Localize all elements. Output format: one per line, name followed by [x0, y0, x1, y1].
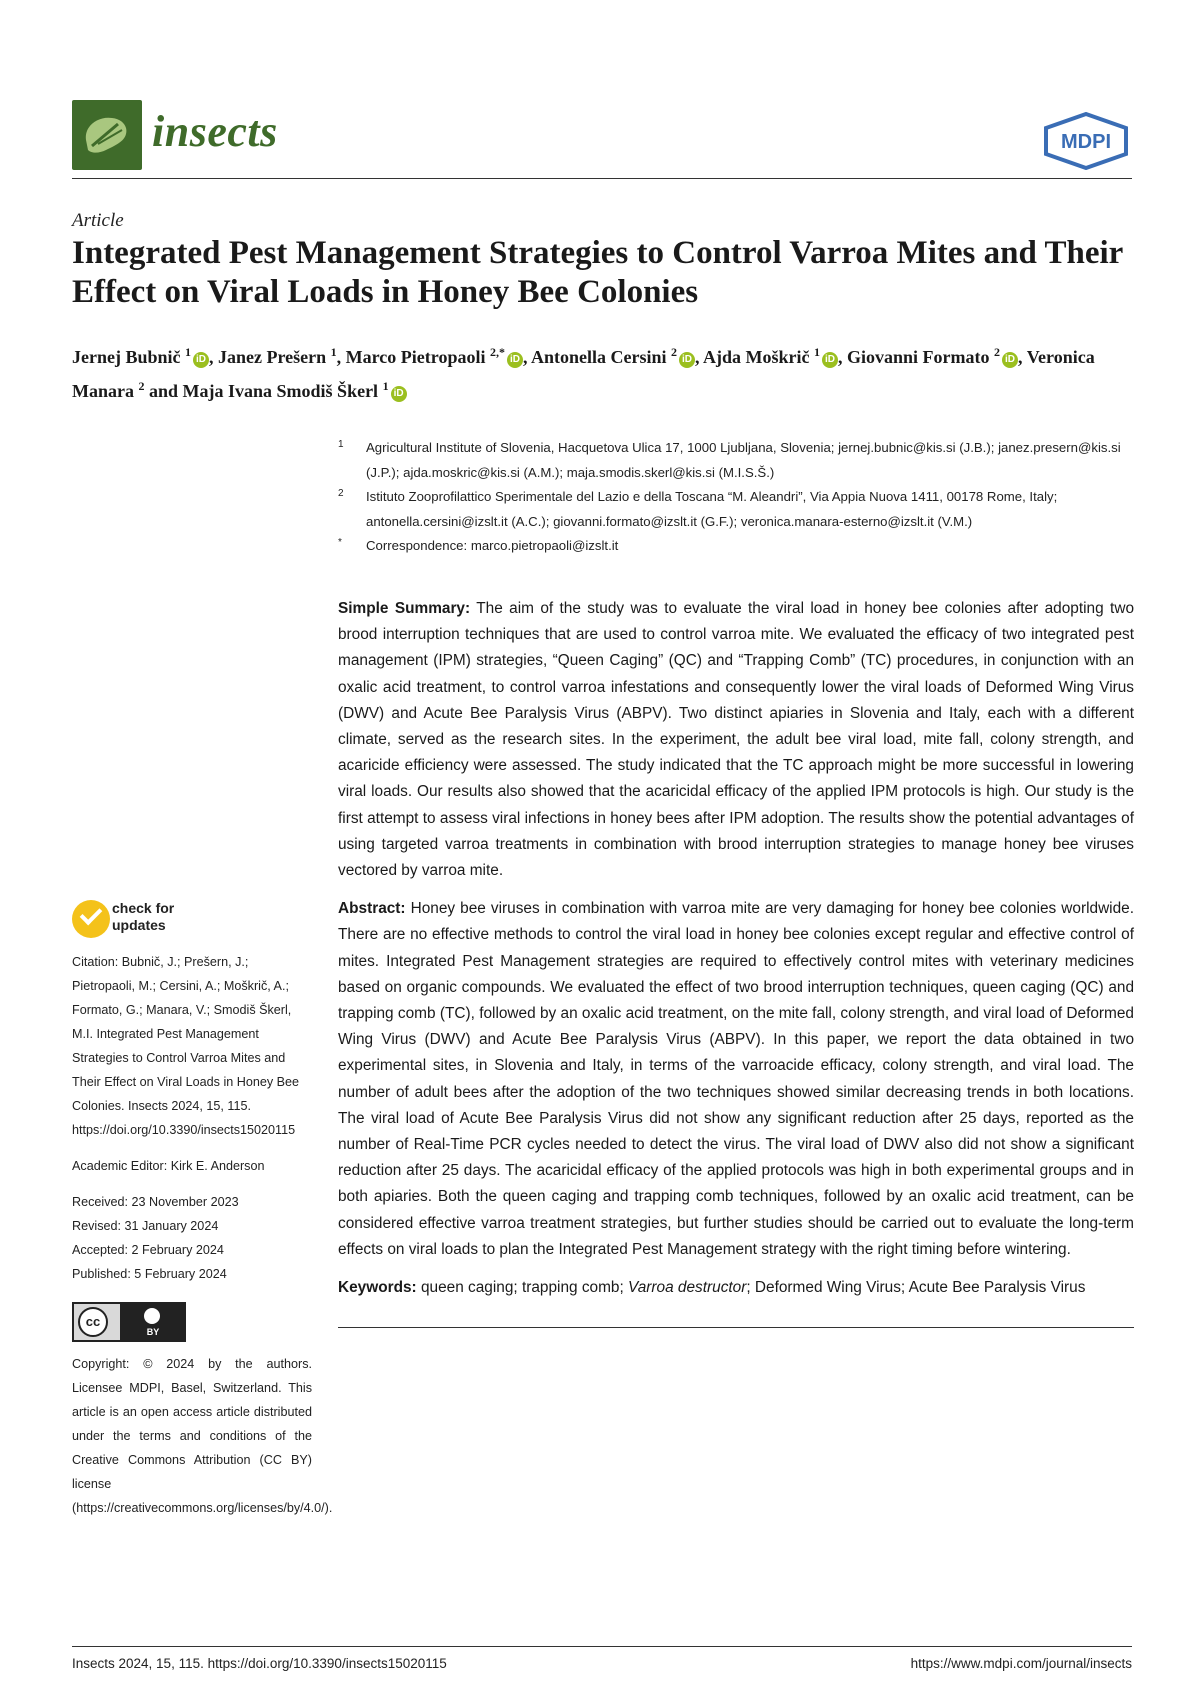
orcid-icon[interactable]: iD: [193, 352, 209, 368]
keywords: [338, 1275, 1134, 1301]
author-separator: ,: [838, 347, 848, 367]
author-separator: ,: [695, 347, 704, 367]
keywords-text-pre: queen caging; trapping comb;: [420, 1279, 629, 1297]
correspondence-text: Correspondence: marco.pietropaoli@izslt.it: [366, 538, 619, 553]
orcid-icon[interactable]: iD: [679, 352, 695, 368]
affiliations: [338, 436, 1138, 559]
author-separator: ,: [209, 347, 219, 367]
orcid-icon[interactable]: iD: [507, 352, 523, 368]
cc-icon-text: cc: [78, 1307, 108, 1337]
insects-logo-icon: [72, 100, 142, 170]
author-name: Marco Pietropaoli: [345, 347, 490, 367]
correspondence: [338, 534, 1138, 559]
author-affiliation-sup: 1: [330, 345, 337, 359]
affiliation-text: Agricultural Institute of Slovenia, Hacquetova Ulica 17, 1000 Ljubljana, Slovenia; jernej.bubnic@kis.si (J.B.); janez.presern@kis.si (J.P.); ajda.moskric@kis.si (A.M.); maja.smodis.skerl@kis.si (M.I.S.Š.): [366, 440, 1121, 480]
published-date: Published: 5 February 2024: [72, 1267, 227, 1281]
author-affiliation-sup: 1: [382, 379, 389, 393]
affiliation-item: [338, 485, 1138, 534]
author-name: Jernej Bubnič: [72, 347, 186, 367]
journal-header: [72, 100, 1132, 180]
check-for-updates-icon: [72, 900, 110, 938]
author-affiliation-sup: 2: [994, 345, 1001, 359]
footer-citation: Insects 2024, 15, 115. https://doi.org/10.3390/insects15020115: [72, 1656, 447, 1671]
author-separator: ,: [336, 347, 346, 367]
simple-summary-text: The aim of the study was to evaluate the viral load in honey bee colonies after adopting two brood interruption techniques that are used to control varroa mite. We evaluated the efficacy of two integrated pest management (IPM) strategies, “Queen Caging” (QC) and “Trapping Comb” (TC) procedures, in conjunction with an oxalic acid treatment, to control varroa infestations and consequently lower the viral loads of Deformed Wing Virus (DWV) and Acute Bee Paralysis Virus (ABPV). Two distinct apiaries in Slovenia and Italy, each with a different climate, served as the research sites. In the experiment, the adult bee viral load, mite fall, colony strength, and acaricide efficiency were assessed. The study indicated that the TC approach might be more successful in lowering viral loads. Our results also showed that the acaricidal efficacy of the applied IPM protocols is high. Our study is the first attempt to assess viral infections in honey bees after IPM adoption. The results show the potential advantages of using targeted varroa treatments in combination with brood interruption strategies to manage honey bee viruses vectored by varroa mite.: [338, 600, 1135, 880]
author-separator: ,: [1018, 347, 1027, 367]
orcid-icon[interactable]: iD: [1002, 352, 1018, 368]
abstract-text: Honey bee viruses in combination with varroa mite are very damaging for honey bee colonies worldwide. There are no effective methods to control the viral load in honey bee colonies except regular and effective control of mites. Integrated Pest Management strategies are required to effectively control mites with veterinary medicines based on organic compounds. We evaluated the effect of two brood interruption techniques, queen caging (QC) and trapping comb (TC), followed by an oxalic acid treatment, on the mite fall, colony strength, and viral load of Deformed Wing Virus (DWV) and Acute Bee Paralysis Virus (ABPV). In this paper, we report the data obtained in two experimental sites, in Slovenia and Italy, in terms of the varroacide efficacy, colony strength, and viral load. The number of adult bees after the adoption of the two techniques showed similar decreasing trends in both locations. The viral load of Acute Bee Paralysis Virus did not show any significant reduction after 25 days, reported as the number of Real-Time PCR cycles needed to detect the virus. The viral load of DWV also did not show a significant reduction after 25 days. The acaricidal efficacy of the applied protocols was high in both experimental groups and in both apiaries. Both the queen caging and trapping comb techniques, followed by an oxalic acid treatment, can be considered effective varroa treatment strategies, but further studies should be carried out to evaluate the long-term effects on viral loads to plan the Integrated Pest Management strategy with the right timing before wintering.: [338, 900, 1134, 1258]
keywords-text-italic: Varroa destructor: [628, 1279, 747, 1297]
abstract: [338, 896, 1134, 1263]
received-date: Received: 23 November 2023: [72, 1195, 239, 1209]
author-affiliation-sup: 2,*: [489, 345, 505, 359]
author-name: Veronica Manara: [72, 347, 1095, 401]
affiliation-item: [338, 436, 1138, 485]
article-type: Article: [72, 210, 124, 231]
academic-editor: Academic Editor: Kirk E. Anderson: [72, 1159, 265, 1173]
affiliation-mark: *: [338, 537, 342, 548]
journal-name: insects: [152, 107, 278, 156]
footer-journal-link[interactable]: https://www.mdpi.com/journal/insects: [910, 1656, 1132, 1671]
author-name: Janez Prešern: [218, 347, 331, 367]
article-sidebar: [72, 898, 333, 1520]
accepted-date: Accepted: 2 February 2024: [72, 1243, 224, 1257]
keywords-divider: [338, 1327, 1134, 1328]
author-name: Maja Ivana Smodiš Škerl: [182, 381, 383, 401]
revised-date: Revised: 31 January 2024: [72, 1219, 219, 1233]
orcid-icon[interactable]: iD: [822, 352, 838, 368]
article-main: [338, 596, 1134, 1328]
citation: Citation: Bubnič, J.; Prešern, J.; Pietropaoli, M.; Cersini, A.; Moškrič, A.; Formato, G.; Manara, V.; Smodiš Škerl, M.I. Integrated Pest Management Strategies to Control Varroa Mites and Their Effect on Viral Loads in Honey Bee Colonies. Insects 2024, 15, 115. https://doi.org/10.3390/insects15020115: [72, 955, 300, 1137]
affiliation-mark: 2: [338, 488, 344, 499]
article-title: Integrated Pest Management Strategies to Control Varroa Mites and Their Effect on Viral Loads in Honey Bee Colonies: [72, 235, 1123, 310]
author-list: [72, 338, 1132, 406]
keywords-label: Keywords:: [338, 1279, 417, 1297]
orcid-icon[interactable]: iD: [391, 386, 407, 402]
check-for-updates-button[interactable]: [72, 898, 312, 942]
cc-by-license-icon[interactable]: [72, 1302, 186, 1342]
copyright-notice: Copyright: © 2024 by the authors. Licensee MDPI, Basel, Switzerland. This article is an open access article distributed under the terms and conditions of the Creative Commons Attribution (CC BY) license (https://creativecommons.org/licenses/by/4.0/).: [72, 1357, 333, 1515]
author-affiliation-sup: 2: [138, 379, 145, 393]
author-affiliation-sup: 2: [671, 345, 677, 359]
author-separator: ,: [522, 347, 531, 367]
affiliation-text: Istituto Zooprofilattico Sperimentale del Lazio e della Toscana “M. Aleandri”, Via Appia Nuova 1411, 00178 Rome, Italy; antonella.cersini@izslt.it (A.C.); giovanni.formato@izslt.it (G.F.); veronica.manara-esterno@izslt.it (V.M.): [366, 489, 1058, 529]
check-for-updates-label: check for updates: [112, 900, 175, 933]
author-name: Ajda Moškrič: [703, 347, 815, 367]
mdpi-logo-text: MDPI: [1061, 131, 1111, 153]
header-divider: [72, 178, 1132, 179]
simple-summary-label: Simple Summary:: [338, 600, 471, 617]
author-affiliation-sup: 1: [814, 345, 821, 359]
author-affiliation-sup: 1: [185, 345, 192, 359]
abstract-label: Abstract:: [338, 900, 406, 918]
cc-by-text: BY: [146, 1327, 160, 1337]
author-name: Antonella Cersini: [530, 347, 671, 367]
footer-divider: [72, 1646, 1132, 1647]
keywords-text-post: ; Deformed Wing Virus; Acute Bee Paralysis Virus: [746, 1279, 1086, 1297]
simple-summary: [338, 596, 1134, 884]
affiliation-mark: 1: [338, 439, 344, 450]
author-name: Giovanni Formato: [847, 347, 995, 367]
author-separator: and: [144, 381, 183, 401]
mdpi-logo-icon[interactable]: [1040, 112, 1132, 170]
